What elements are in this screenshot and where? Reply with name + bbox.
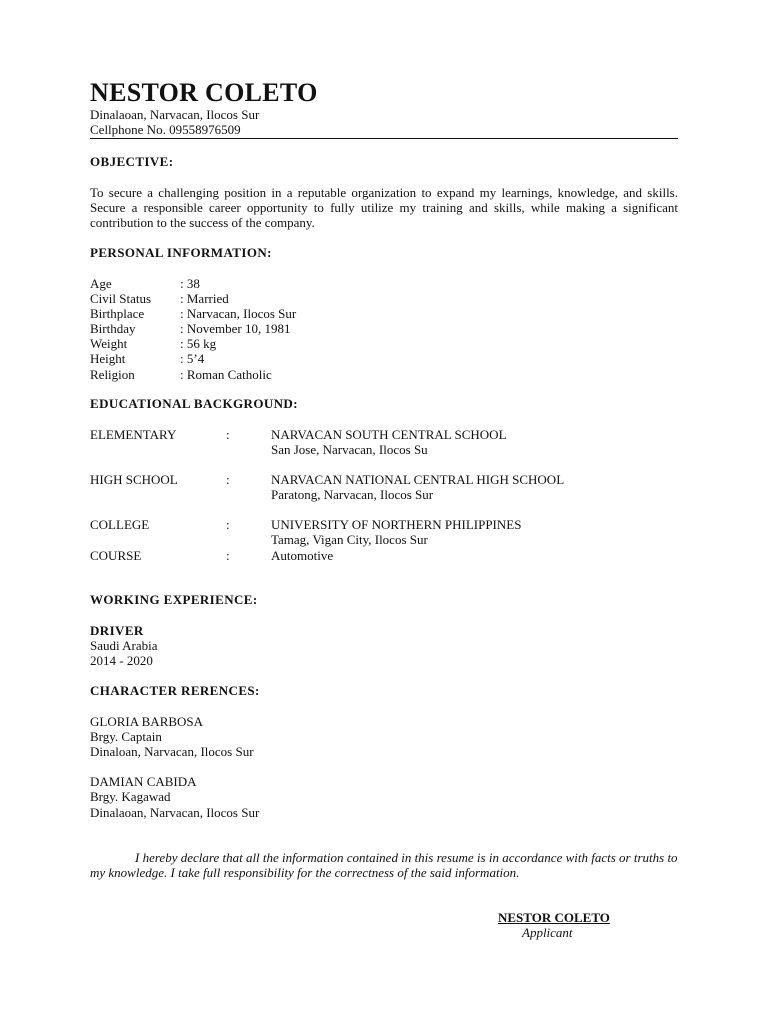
objective-heading: OBJECTIVE: <box>90 154 174 169</box>
edu-colon: : <box>226 472 230 487</box>
pi-label: Religion <box>90 367 135 382</box>
applicant-name: NESTOR COLETO <box>90 78 318 107</box>
edu-colon: : <box>226 548 230 563</box>
work-title: DRIVER <box>90 623 144 638</box>
work-heading: WORKING EXPERIENCE: <box>90 592 258 607</box>
pi-label: Height <box>90 351 126 366</box>
objective-text: To secure a challenging position in a reputable organization to expand my learnings, knowledge, and skills. Secure a responsible career opportunity to fully utilize my training and skills, while making a significant contribution to the success of the company. <box>90 185 678 230</box>
education-heading: EDUCATIONAL BACKGROUND: <box>90 396 298 411</box>
personal-info-heading: PERSONAL INFORMATION: <box>90 245 272 260</box>
pi-value: : 5’4 <box>180 351 205 366</box>
pi-label: Weight <box>90 336 128 351</box>
work-location: Saudi Arabia <box>90 638 158 653</box>
edu-level: COURSE <box>90 548 142 563</box>
edu-school: NARVACAN SOUTH CENTRAL SCHOOL <box>271 427 507 442</box>
reference-position: Brgy. Kagawad <box>90 789 171 804</box>
edu-course: Automotive <box>271 548 334 563</box>
pi-value: : Roman Catholic <box>180 367 272 382</box>
applicant-phone: Cellphone No. 09558976509 <box>90 122 241 137</box>
edu-school-address: Tamag, Vigan City, Ilocos Sur <box>271 532 428 547</box>
pi-value: : 56 kg <box>180 336 217 351</box>
pi-value: : November 10, 1981 <box>180 321 291 336</box>
pi-label: Birthday <box>90 321 136 336</box>
edu-colon: : <box>226 427 230 442</box>
signature-name: NESTOR COLETO <box>498 910 610 925</box>
work-years: 2014 - 2020 <box>90 653 153 668</box>
reference-name: DAMIAN CABIDA <box>90 774 197 789</box>
edu-colon: : <box>226 517 230 532</box>
pi-label: Birthplace <box>90 306 145 321</box>
applicant-address: Dinalaoan, Narvacan, Ilocos Sur <box>90 107 260 122</box>
edu-school-address: Paratong, Narvacan, Ilocos Sur <box>271 487 434 502</box>
edu-level: ELEMENTARY <box>90 427 177 442</box>
reference-address: Dinalaoan, Narvacan, Ilocos Sur <box>90 805 260 820</box>
pi-value: : Narvacan, Ilocos Sur <box>180 306 297 321</box>
pi-value: : 38 <box>180 276 200 291</box>
edu-level: HIGH SCHOOL <box>90 472 178 487</box>
pi-label: Civil Status <box>90 291 152 306</box>
declaration-text: I hereby declare that all the information contained in this resume is in accordance with facts or truths to my knowledge. I take full responsibility for the correctness of the said information. <box>90 850 678 880</box>
edu-school: NARVACAN NATIONAL CENTRAL HIGH SCHOOL <box>271 472 565 487</box>
reference-position: Brgy. Captain <box>90 729 162 744</box>
edu-school-address: San Jose, Narvacan, Ilocos Su <box>271 442 428 457</box>
pi-label: Age <box>90 276 112 291</box>
header-divider <box>90 138 678 139</box>
signature-role: Applicant <box>522 925 573 940</box>
edu-level: COLLEGE <box>90 517 150 532</box>
edu-school: UNIVERSITY OF NORTHERN PHILIPPINES <box>271 517 522 532</box>
references-heading: CHARACTER RERENCES: <box>90 683 260 698</box>
reference-address: Dinaloan, Narvacan, Ilocos Sur <box>90 744 254 759</box>
pi-value: : Married <box>180 291 229 306</box>
reference-name: GLORIA BARBOSA <box>90 714 204 729</box>
